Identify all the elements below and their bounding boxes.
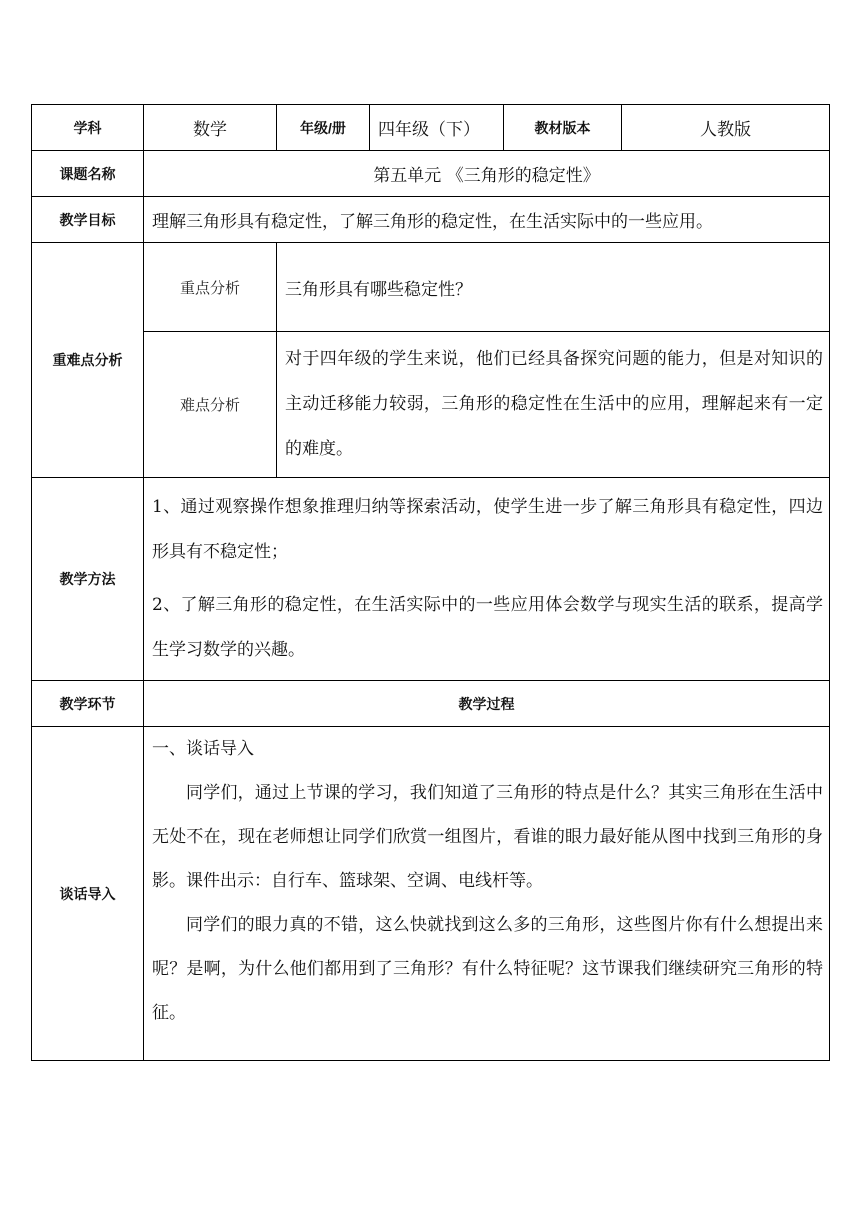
key-point-label: 重点分析 [144, 243, 277, 332]
method-item-2: 2、了解三角形的稳定性，在生活实际中的一些应用体会数学与现实生活的联系，提高学生学习数学的兴趣。 [152, 595, 823, 660]
intro-cell [144, 727, 830, 1061]
topic-row [32, 151, 830, 197]
intro-row [32, 727, 830, 1061]
difficult-point-row [32, 332, 830, 478]
process-stage-label: 教学环节 [32, 681, 144, 727]
intro-heading: 一、谈话导入 [152, 739, 254, 759]
topic-value: 第五单元 《三角形的稳定性》 [144, 151, 830, 197]
difficult-point-value: 对于四年级的学生来说，他们已经具备探究问题的能力，但是对知识的主动迁移能力较弱，三角形的稳定性在生活中的应用，理解起来有一定的难度。 [285, 349, 823, 459]
method-item-1: 1、通过观察操作想象推理归纳等探索活动，使学生进一步了解三角形具有稳定性，四边形具有不稳定性； [152, 497, 823, 562]
edition-label: 教材版本 [504, 105, 622, 151]
difficult-point-label: 难点分析 [144, 332, 277, 478]
method-label: 教学方法 [32, 478, 144, 681]
process-header-row [32, 681, 830, 727]
intro-label: 谈话导入 [32, 727, 144, 1061]
edition-value: 人教版 [622, 105, 830, 151]
header-row [32, 105, 830, 151]
difficult-point-cell [277, 332, 830, 478]
intro-paragraph-1: 同学们，通过上节课的学习，我们知道了三角形的特点是什么？其实三角形在生活中无处不在，现在老师想让同学们欣赏一组图片，看谁的眼力最好能从图中找到三角形的身影。课件出示：自行车、篮球架、空调、电线杆等。 [152, 783, 823, 891]
subject-label: 学科 [32, 105, 144, 151]
analysis-label: 重难点分析 [32, 243, 144, 478]
goal-row [32, 197, 830, 243]
method-row [32, 478, 830, 681]
key-point-value: 三角形具有哪些稳定性？ [277, 243, 830, 332]
grade-label: 年级/册 [277, 105, 370, 151]
method-cell [144, 478, 830, 681]
goal-value: 理解三角形具有稳定性，了解三角形的稳定性，在生活实际中的一些应用。 [144, 197, 830, 243]
subject-value: 数学 [144, 105, 277, 151]
grade-value: 四年级（下） [370, 105, 504, 151]
lesson-plan-table [31, 104, 830, 1061]
key-point-row [32, 243, 830, 332]
topic-label: 课题名称 [32, 151, 144, 197]
goal-label: 教学目标 [32, 197, 144, 243]
intro-paragraph-2: 同学们的眼力真的不错，这么快就找到这么多的三角形，这些图片你有什么想提出来呢？是啊，为什么他们都用到了三角形？有什么特征呢？这节课我们继续研究三角形的特征。 [152, 915, 823, 1023]
process-title: 教学过程 [144, 681, 830, 727]
